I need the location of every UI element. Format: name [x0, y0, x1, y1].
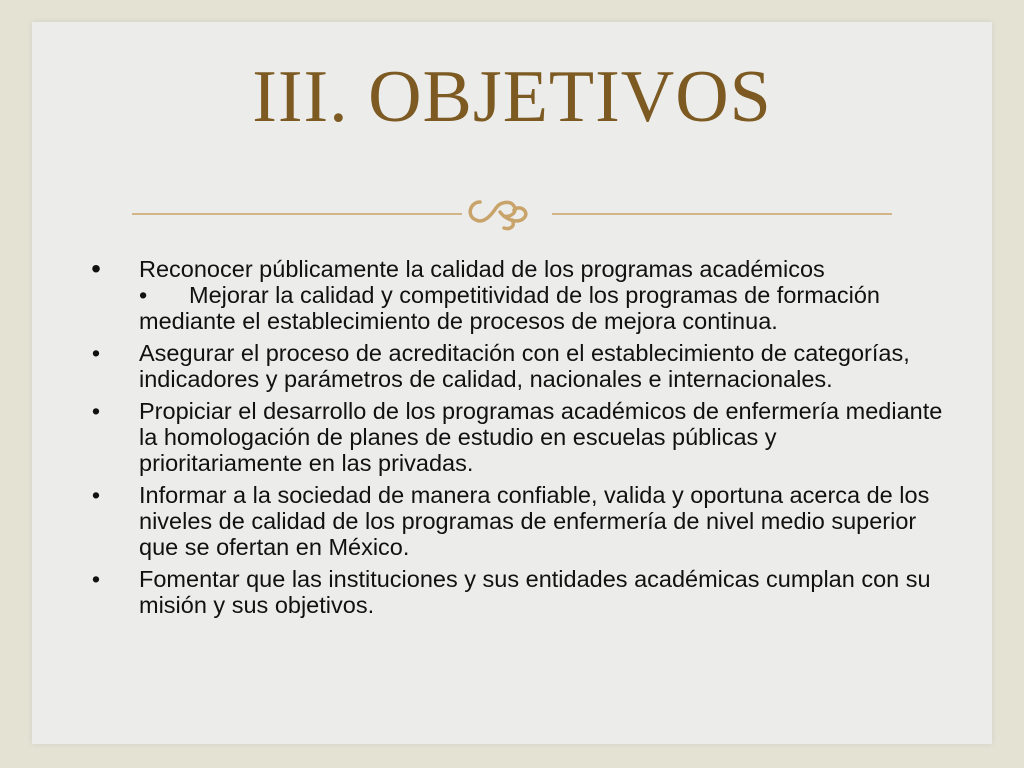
sub-objective-text: Mejorar la calidad y competitividad de los programas de formación mediante el establecimiento de procesos de mejora continua.	[139, 282, 880, 334]
bullet-marker: •	[91, 566, 101, 592]
bullet-marker: •	[91, 340, 101, 366]
list-item	[86, 566, 946, 618]
list-item	[86, 340, 946, 392]
bullet-marker: •	[91, 482, 101, 508]
slide-title: III. OBJETIVOS	[252, 56, 772, 138]
sub-objective	[139, 282, 946, 334]
list-item	[86, 253, 946, 334]
bullet-marker: •	[91, 253, 101, 284]
list-item	[86, 398, 946, 476]
objectives-list	[86, 253, 946, 624]
objective-text: Asegurar el proceso de acreditación con el establecimiento de categorías, indicadores y parámetros de calidad, nacionales e internacionales.	[139, 340, 910, 392]
objective-text: Fomentar que las instituciones y sus entidades académicas cumplan con su misión y sus objetivos.	[139, 566, 931, 618]
sub-bullet-marker: •	[139, 282, 148, 308]
objective-text: Propiciar el desarrollo de los programas académicos de enfermería mediante la homologación de planes de estudio en escuelas públicas y prioritariamente en las privadas.	[139, 398, 943, 476]
fleuron-ornament-icon	[470, 202, 526, 229]
objective-text: Informar a la sociedad de manera confiable, valida y oportuna acerca de los niveles de calidad de los programas de enfermería de nivel medio superior que se ofertan en México.	[139, 482, 930, 560]
list-item	[86, 482, 946, 560]
title-divider	[132, 194, 892, 234]
bullet-marker: •	[91, 398, 101, 424]
objective-text: Reconocer públicamente la calidad de los programas académicos	[139, 256, 825, 282]
